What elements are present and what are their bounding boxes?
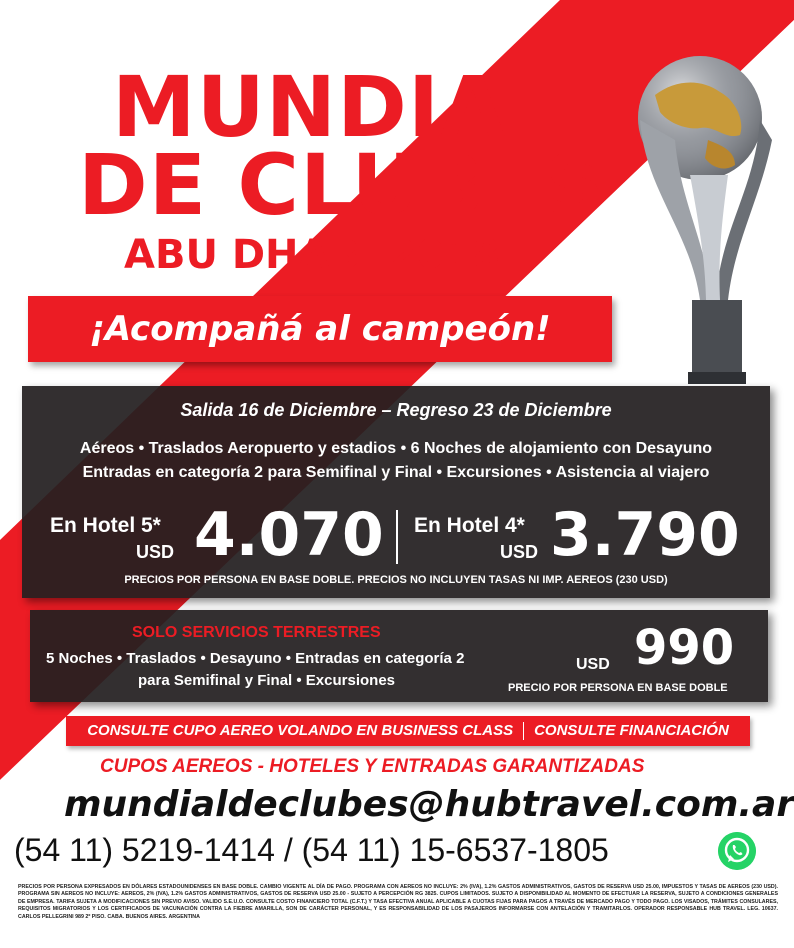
includes-line-2: Entradas en categoría 2 para Semifinal y Final • Excursiones • Asistencia al viajero: [82, 464, 710, 481]
guaranteed-text: CUPOS AEREOS - HOTELES Y ENTRADAS GARANTIZADAS: [100, 756, 645, 777]
hotel4-price: 3.790: [550, 500, 740, 570]
hotel4-currency: USD: [500, 542, 539, 562]
consult-bar: [66, 716, 750, 746]
consult-financing: CONSULTE FINANCIACIÓN: [534, 722, 729, 739]
terrestrial-line-2: para Semifinal y Final • Excursiones: [138, 672, 396, 689]
terrestrial-panel: [30, 610, 768, 702]
consult-separator: [523, 722, 524, 740]
whatsapp-icon[interactable]: [718, 832, 756, 870]
contact-phones[interactable]: (54 11) 5219-1414 / (54 11) 15-6537-1805: [14, 832, 609, 868]
hotel5-price: 4.070: [194, 500, 384, 570]
contact-email[interactable]: mundialdeclubes@hubtravel.com.ar: [64, 784, 794, 825]
subtitle: ABU DHABI 2018: [124, 232, 501, 278]
hotel5-label: En Hotel 5*: [50, 514, 161, 537]
slogan-banner: [28, 296, 612, 362]
price-note: PRECIOS POR PERSONA EN BASE DOBLE. PRECIOS NO INCLUYEN TASAS NI IMP. AEREOS (230 USD): [124, 574, 668, 586]
legal-disclaimer: PRECIOS POR PERSONA EXPRESADOS EN DÓLARES ESTADOUNIDENSES EN BASE DOBLE. CAMBIO VIGENTE AL DÍA DE PAGO. PROGRAMA CON AEREOS NO INCLUYE: 2% (IVA), 1.2% GASTOS ADMINISTRATIVOS, GASTOS DE RESERVA USD 25.00, IMPUESTOS Y TASAS DE AEREOS (230 USD). PROGRAMA SIN AEREOS NO INCLUYE: AEREOS, 2% (IVA), 1.2% GASTOS ADMINISTRATIVOS, GASTOS DE RESERVA USD 25.00 - SUJETO A PERCEPCIÓN RG 3825. CUPOS LIMITADOS. SUJETO A DISPONIBILIDAD AL MOMENTO DE EFECTUAR LA RESERVA, SUJETO A CONDICIONES GENERALES DE EMPRESA. TARIFA SUJETA A MODIFICACIONES SIN PREVIO AVISO. VALIDO S.E.U.O. CONSULTE COSTO FINANCIERO TOTAL (C.F.T.) Y TASA EFECTIVA ANUAL APLICABLE A CUOTAS FIJAS PARA PAGOS A TRAVÉS DE MERCADO PAGO Y TODO PAGO. LOS VISADOS, TRÁMITES CONSULARES, REQUISITOS MIGRATORIOS Y LOS CERTIFICADOS DE VACUNACIÓN CONTRA LA FIEBRE AMARILLA, SON DE CARÁCTER PERSONAL, Y ES RESPONSABILIDAD DE LOS PASAJEROS INFORMARSE CON ANTELACIÓN Y TRAMITARLOS. OPERADOR RESPONSABLE HUB TRAVEL. LEG. 10637. CARLOS PELLEGRINI 989 2º PISO. CABA. BUENOS AIRES. ARGENTINA: [18, 884, 778, 920]
terrestrial-line-1: 5 Noches • Traslados • Desayuno • Entradas en categoría 2: [46, 650, 465, 667]
hotel5-currency: USD: [136, 542, 175, 562]
terrestrial-note: PRECIO POR PERSONA EN BASE DOBLE: [508, 682, 728, 694]
terrestrial-title: SOLO SERVICIOS TERRESTRES: [132, 624, 381, 641]
slogan-text: ¡Acompañá al campeón!: [89, 309, 551, 349]
hotel4-label: En Hotel 4*: [414, 514, 525, 537]
title-line-1: MUNDIAL: [112, 58, 561, 156]
price-divider: [396, 510, 398, 564]
includes-line-1: Aéreos • Traslados Aeropuerto y estadios • 6 Noches de alojamiento con Desayuno: [79, 440, 713, 457]
travel-dates: Salida 16 de Diciembre – Regreso 23 de Diciembre: [180, 400, 612, 420]
terrestrial-currency: USD: [576, 656, 610, 673]
package-panel: [22, 386, 770, 598]
title-line-2: DE CLUBES: [78, 136, 606, 234]
terrestrial-price: 990: [634, 620, 735, 676]
consult-business: CONSULTE CUPO AEREO VOLANDO EN BUSINESS CLASS: [87, 722, 514, 739]
